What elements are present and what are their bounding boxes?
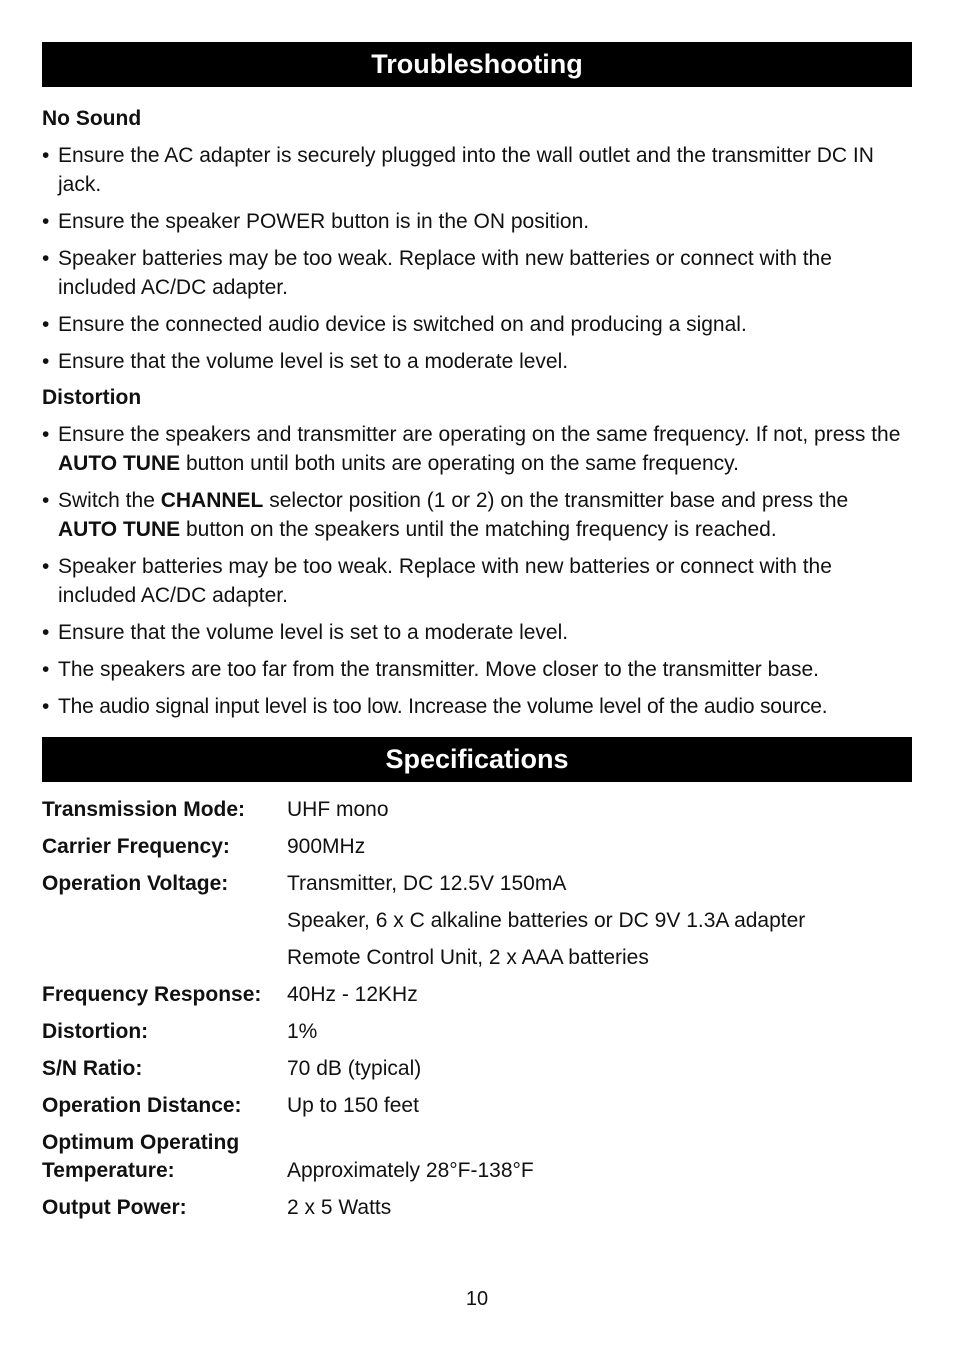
spec-table [42,796,912,1231]
list-item: • Speaker batteries may be too weak. Replace with new batteries or connect with the included AC/DC adapter. [42,555,832,607]
spec-row: Distortion: 1% [42,1020,318,1043]
troubleshooting-title: Troubleshooting [371,49,583,79]
list-item: • The speakers are too far from the transmitter. Move closer to the transmitter base. [42,658,819,681]
spec-row: Transmission Mode: UHF mono [42,798,389,821]
list-item: • Ensure the connected audio device is switched on and producing a signal. [42,313,747,336]
spec-row: Operation Voltage: Transmitter, DC 12.5V 150mA Speaker, 6 x C alkaline batteries or DC 9V 1.3A adapter Remote Control Unit, 2 x AAA batteries [42,872,806,969]
page-number: 10 [465,1288,489,1310]
spec-row-temperature: Optimum Operating Temperature: Approximately 28°F-138°F [42,1131,534,1182]
spec-row: Operation Distance: Up to 150 feet [42,1094,419,1117]
list-item: • Ensure the AC adapter is securely plugged into the wall outlet and the transmitter DC IN jack. [42,144,874,196]
spec-row: Output Power: 2 x 5 Watts [42,1196,392,1219]
distortion-heading: Distortion [42,386,142,409]
list-item: • Ensure the speaker POWER button is in the ON position. [42,210,590,233]
spec-row: S/N Ratio: 70 dB (typical) [42,1057,422,1080]
list-item: • The audio signal input level is too low. Increase the volume level of the audio source. [42,695,828,718]
specifications-banner [42,737,912,782]
list-item: • Ensure that the volume level is set to a moderate level. [42,621,569,644]
spec-row: Carrier Frequency: 900MHz [42,835,366,858]
list-item: • Ensure that the volume level is set to a moderate level. [42,350,569,373]
no-sound-list [42,141,912,376]
no-sound-heading: No Sound [42,107,142,130]
list-item: • Speaker batteries may be too weak. Replace with new batteries or connect with the included AC/DC adapter. [42,247,832,299]
list-item: • Ensure the speakers and transmitter are operating on the same frequency. If not, press the AUTO TUNE button until both units are operating on the same frequency. [42,423,901,475]
specifications-title: Specifications [385,744,569,774]
distortion-list [42,420,912,721]
spec-row: Frequency Response: 40Hz - 12KHz [42,983,418,1006]
troubleshooting-banner [42,42,912,87]
manual-page [42,42,912,1231]
list-item: • Switch the CHANNEL selector position (1 or 2) on the transmitter base and press the AUTO TUNE button on the speakers until the matching frequency is reached. [42,489,849,541]
